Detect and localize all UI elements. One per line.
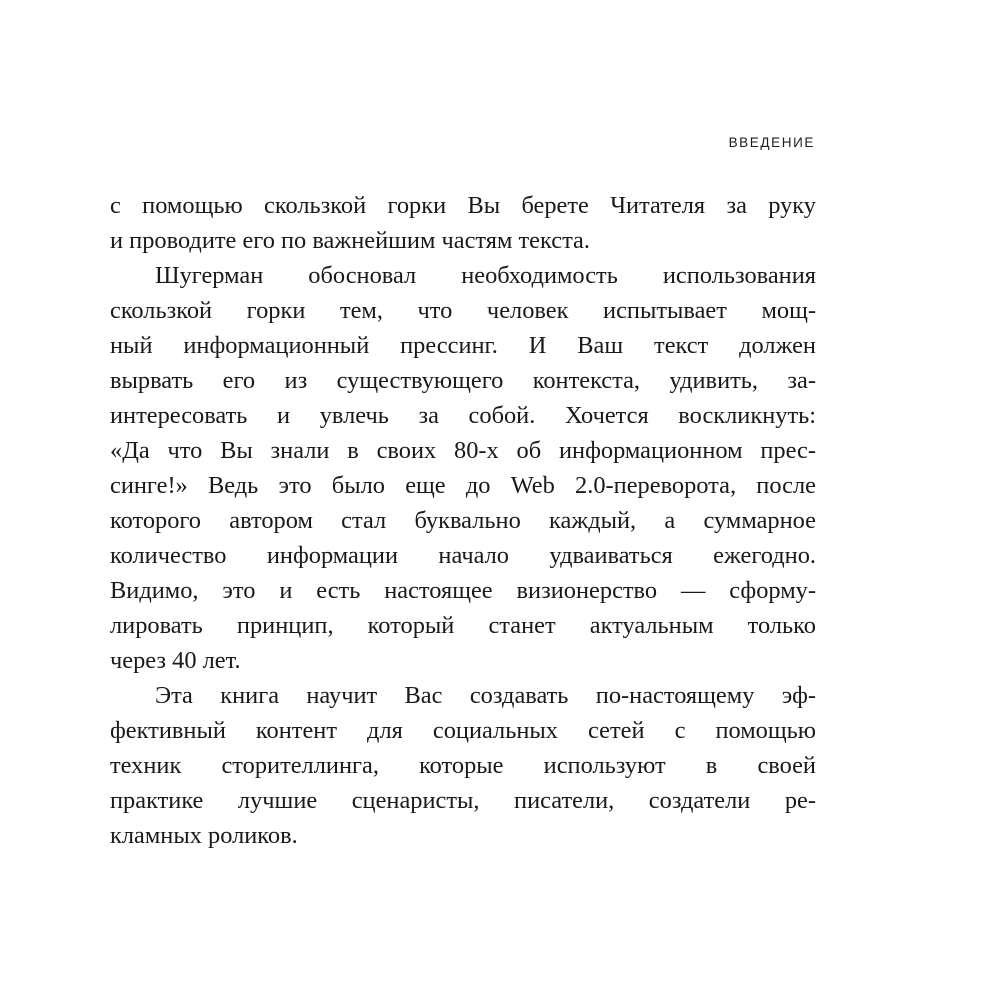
text-line: «Да что Вы знали в своих 80-х об информационном прес-: [110, 437, 816, 464]
text-line: Эта книга научит Вас создавать по-настоящему эф-: [155, 682, 816, 709]
text-line: скользкой горки тем, что человек испытывает мощ-: [110, 297, 816, 324]
text-line: через 40 лет.: [110, 647, 241, 674]
text-line: интересовать и увлечь за собой. Хочется воскликнуть:: [110, 402, 816, 429]
paragraph: [110, 678, 816, 853]
paragraph: [110, 188, 816, 258]
text-line: практике лучшие сценаристы, писатели, создатели ре-: [110, 787, 816, 814]
text-line: вырвать его из существующего контекста, удивить, за-: [110, 367, 816, 394]
text-line: лировать принцип, который станет актуальным только: [110, 612, 816, 639]
text-line: техник сторителлинга, которые используют в своей: [110, 752, 816, 779]
text-line: и проводите его по важнейшим частям текста.: [110, 227, 590, 254]
text-line: кламных роликов.: [110, 822, 298, 849]
text-line: фективный контент для социальных сетей с помощью: [110, 717, 816, 744]
text-line: синге!» Ведь это было еще до Web 2.0-переворота, после: [110, 472, 816, 499]
text-line: ный информационный прессинг. И Ваш текст должен: [110, 332, 816, 359]
text-line: количество информации начало удваиваться ежегодно.: [110, 542, 816, 569]
running-head: ВВЕДЕНИЕ: [728, 135, 815, 150]
body-text: [110, 188, 816, 853]
text-line: Видимо, это и есть настоящее визионерство — сформу-: [110, 577, 816, 604]
text-line: Шугерман обосновал необходимость использования: [155, 262, 816, 289]
text-line: которого автором стал буквально каждый, а суммарное: [110, 507, 816, 534]
paragraph: [110, 258, 816, 678]
text-line: с помощью скользкой горки Вы берете Читателя за руку: [110, 192, 817, 219]
